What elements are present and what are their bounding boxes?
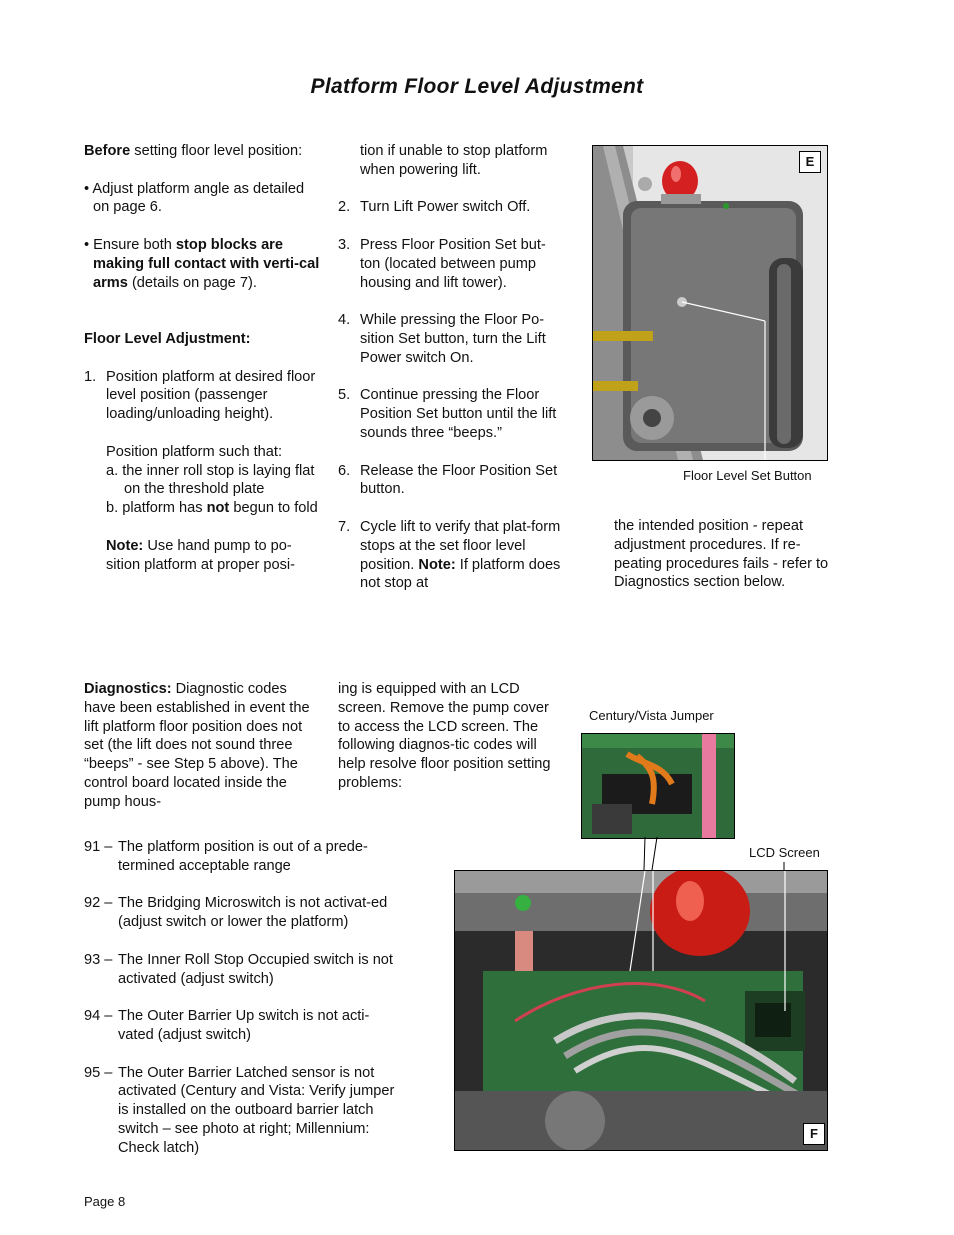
column-2 — [338, 142, 563, 593]
step-text: Position platform at desired floor level position (passenger loading/unloading height). — [106, 368, 316, 423]
diagnostics-col-1 — [84, 680, 312, 812]
diagnostic-code-item — [84, 894, 396, 932]
diagnostics-rest: Diagnostic codes have been established in event the lift platform floor position does not set (the lift does not sound three “beeps” - see Step 5 above). The control board located inside the pump hous- — [84, 681, 310, 810]
steps-list — [338, 198, 563, 518]
code-description: The Bridging Microswitch is not activat-ed (adjust switch or lower the platform) — [118, 895, 388, 931]
step-number: 2. — [338, 199, 351, 216]
step1-b — [84, 499, 324, 518]
page-number: Page 8 — [84, 1194, 126, 1209]
before-line — [84, 142, 324, 161]
caption-lcd-screen: LCD Screen — [749, 845, 820, 860]
note-text: Use hand pump to po-sition platform at proper posi- — [106, 537, 295, 573]
step1-note — [84, 537, 324, 575]
code-description: The Inner Roll Stop Occupied switch is not activated (adjust switch) — [118, 951, 393, 987]
photo-f-control-board — [454, 870, 828, 1151]
diagnostic-codes-list — [84, 838, 396, 1158]
step-number: 4. — [338, 312, 351, 329]
before-rest: setting floor level position: — [130, 143, 303, 159]
jumper-illustration — [582, 734, 734, 838]
step-number: 3. — [338, 236, 351, 253]
diagnostics-col-2: ing is equipped with an LCD screen. Remove the pump cover to access the LCD screen. The following diagnos-tic codes will help resolve floor position setting problems: — [338, 681, 551, 791]
column-1 — [84, 142, 324, 574]
step-2 — [338, 198, 563, 217]
caption-floor-level-set-button: Floor Level Set Button — [683, 468, 812, 483]
step-text: Press Floor Position Set but-ton (located between pump housing and lift tower). — [360, 236, 546, 291]
photo-e-illustration — [593, 146, 827, 460]
step-6 — [338, 462, 563, 500]
step-3 — [338, 236, 563, 292]
bullet2-pre: • Ensure both — [84, 236, 176, 253]
step-4 — [338, 311, 563, 367]
diagnostics-bold: Diagnostics: — [84, 681, 172, 697]
code-number: 92 – — [84, 895, 113, 912]
diagnostic-code-item — [84, 838, 396, 876]
code-number: 91 – — [84, 839, 113, 855]
photo-e-tag: E — [799, 151, 821, 173]
step1b-bold: not — [206, 500, 230, 517]
step1b-pre: b. platform has — [106, 500, 207, 517]
code-number: 95 – — [84, 1064, 113, 1081]
code-description: The Outer Barrier Up switch is not acti-vated (adjust switch) — [118, 1008, 370, 1043]
diagnostic-code-item — [84, 951, 396, 989]
diagnostics-text-1 — [84, 680, 312, 812]
step-5 — [338, 386, 563, 442]
code-description: The Outer Barrier Latched sensor is not activated (Century and Vista: Verify jumper is installed on the outboard barrier latch switch – see photo at right; Millennium: Check latch) — [118, 1064, 395, 1156]
diagnostic-code-item — [84, 1007, 396, 1045]
step-number: 6. — [338, 462, 351, 479]
step1-sub: Position platform such that: — [106, 443, 283, 460]
code-description: The platform position is out of a prede-termined acceptable range — [118, 839, 368, 874]
step-text: While pressing the Floor Po-sition Set button, turn the Lift Power switch On. — [360, 312, 546, 366]
step-text — [360, 518, 563, 593]
bullet2-post: (details on page 7). — [127, 274, 257, 291]
step-text: Turn Lift Power switch Off. — [360, 199, 531, 216]
diagnostic-code-item — [84, 1064, 396, 1158]
step7-post: If platform does not stop at — [360, 556, 561, 592]
code-number: 93 – — [84, 951, 113, 968]
before-bold: Before — [84, 143, 131, 159]
step7-pre: Cycle lift to verify that plat-form stops at the set floor level position. — [360, 518, 561, 573]
step7-bold: Note: — [418, 556, 456, 573]
column-3-text: the intended position - repeat adjustment procedures. If re-peating procedures fails - refer to Diagnostics section below. — [614, 518, 829, 591]
floor-level-heading — [84, 330, 324, 349]
photo-e-floor-level-set-button — [592, 145, 828, 461]
step1b-post: begun to fold — [229, 500, 318, 517]
heading-text: Floor Level Adjustment: — [84, 330, 251, 347]
note-bold: Note: — [106, 537, 144, 554]
photo-f-tag: F — [803, 1123, 825, 1145]
caption-century-vista-jumper: Century/Vista Jumper — [589, 708, 714, 723]
bullet-angle: • Adjust platform angle as detailed on page 6. — [84, 180, 305, 216]
photo-jumper-inset — [581, 733, 735, 839]
code-number: 94 – — [84, 1008, 113, 1025]
step-text: Continue pressing the Floor Position Set button until the lift sounds three “beeps.” — [360, 387, 557, 441]
step1-a: a. the inner roll stop is laying flat on the threshold plate — [106, 462, 315, 498]
step-number: 7. — [338, 518, 351, 535]
step-7 — [338, 518, 563, 593]
step-1 — [84, 368, 324, 424]
step-number: 1. — [84, 368, 97, 385]
bullet2-bold: stop blocks are making full contact with verti-cal arms — [93, 236, 320, 291]
bullet-stop-blocks — [84, 236, 324, 292]
step1-continued: tion if unable to stop platform when powering lift. — [360, 143, 548, 178]
page-title: Platform Floor Level Adjustment — [310, 75, 644, 98]
photo-f-illustration — [455, 871, 827, 1150]
step-text: Release the Floor Position Set button. — [360, 462, 558, 498]
step-number: 5. — [338, 387, 351, 404]
